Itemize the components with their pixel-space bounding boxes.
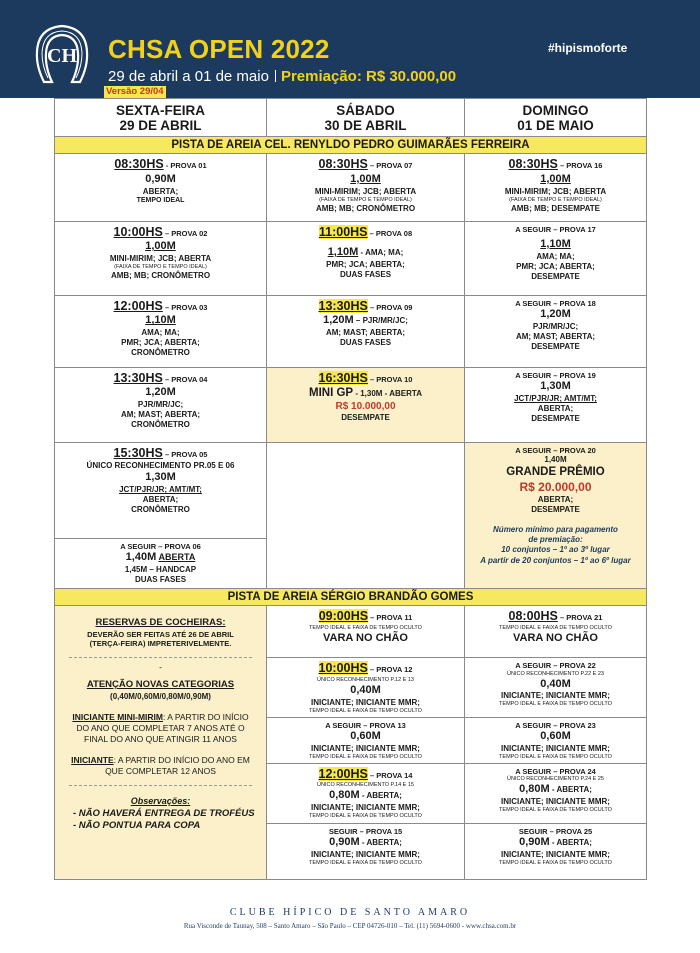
event-cell: A SEGUIR – PROVA 24 ÚNICO RECONHECIMENTO P.24 E 25 0,80M - ABERTA; INICIANTE; INICIANTE MMR; TEMPO IDEAL E FAIXA DE TEMPO OCULTO xyxy=(465,763,647,823)
table-row xyxy=(55,606,647,658)
logo-letters: CH xyxy=(47,45,77,67)
track-header-2: PISTA DE AREIA SÉRGIO BRANDÃO GOMES xyxy=(55,589,647,606)
schedule-table xyxy=(54,98,647,880)
table-row xyxy=(55,295,647,367)
event-cell: A SEGUIR – PROVA 17 1,10M AMA; MA; PMR; JCA; ABERTA; DESEMPATE xyxy=(465,221,647,295)
divider xyxy=(69,657,252,658)
table-row xyxy=(55,221,647,295)
event-cell: 15:30HS – PROVA 05 ÚNICO RECONHECIMENTO PR.05 E 06 1,30M JCT/PJR/JR; AMT/MT; ABERTA; CRONÔMETRO xyxy=(55,442,267,538)
day-header-saturday: SÁBADO 30 DE ABRIL xyxy=(267,99,465,137)
prize-total: Premiação: R$ 30.000,00 xyxy=(280,68,457,85)
event-cell: 10:00HS – PROVA 02 1,00M MINI-MIRIM; JCB; ABERTA (FAIXA DE TEMPO E TEMPO IDEAL) AMB; MB; CRONÔMETRO xyxy=(55,221,267,295)
divider xyxy=(69,785,252,786)
footer-club-name: CLUBE HÍPICO DE SANTO AMARO xyxy=(229,907,471,918)
observations-title: Observações: xyxy=(130,796,191,807)
event-cell-grande-premio: A SEGUIR – PROVA 20 1,40M GRANDE PRÊMIO R$ 20.000,00 ABERTA; DESEMPATE Número mínimo para pagamento de premiação: 10 conjuntos – 1º ao 3º lugar A partir de 20 conjuntos – 1º ao 6º lugar xyxy=(465,442,647,588)
categories-title: ATENÇÃO NOVAS CATEGORIAS xyxy=(86,679,235,691)
event-cell: SEGUIR – PROVA 25 0,90M - ABERTA; INICIANTE; INICIANTE MMR; TEMPO IDEAL E FAIXA DE TEMPO OCULTO xyxy=(465,823,647,879)
event-cell: 12:00HS – PROVA 14 ÚNICO RECONHECIMENTO P.14 E 15 0,80M - ABERTA; INICIANTE; INICIANTE MMR; TEMPO IDEAL E FAIXA DE TEMPO OCULTO xyxy=(267,763,465,823)
event-cell: 08:30HS – PROVA 16 1,00M MINI-MIRIM; JCB; ABERTA (FAIXA DE TEMPO E TEMPO IDEAL) AMB; MB; DESEMPATE xyxy=(465,154,647,221)
version-badge: Versão 29/04 xyxy=(106,86,164,97)
event-cell: A SEGUIR – PROVA 23 0,60M INICIANTE; INICIANTE MMR; TEMPO IDEAL E FAIXA DE TEMPO OCULTO xyxy=(465,717,647,763)
event-cell: A SEGUIR – PROVA 06 1,40M ABERTA 1,45M – HANDCAP DUAS FASES xyxy=(55,538,267,588)
event-cell: A SEGUIR – PROVA 19 1,30M JCT/PJR/JR; AMT/MT; ABERTA; DESEMPATE xyxy=(465,367,647,442)
event-cell: A SEGUIR – PROVA 13 0,60M INICIANTE; INICIANTE MMR; TEMPO IDEAL E FAIXA DE TEMPO OCULTO xyxy=(267,717,465,763)
event-dates: 29 de abril a 01 de maio xyxy=(108,68,269,85)
event-subtitle xyxy=(108,68,456,85)
reservations-title: RESERVAS DE COCHEIRAS: xyxy=(95,617,226,629)
event-cell-mini-gp: 16:30HS – PROVA 10 MINI GP - 1,30M - ABERTA R$ 10.000,00 DESEMPATE xyxy=(267,367,465,442)
event-cell: 09:00HS – PROVA 11 TEMPO IDEAL E FAIXA DE TEMPO OCULTO VARA NO CHÃO xyxy=(267,606,465,658)
event-cell: 08:30HS – PROVA 07 1,00M MINI-MIRIM; JCB; ABERTA (FAIXA DE TEMPO E TEMPO IDEAL) AMB; MB; CRONÔMETRO xyxy=(267,154,465,221)
header-banner xyxy=(0,0,700,98)
prize-rules-note: Número mínimo para pagamento de premiação: 10 conjuntos – 1º ao 3º lugar A partir de 20 conjuntos – 1º ao 6º lugar xyxy=(480,524,631,565)
table-row xyxy=(55,154,647,221)
info-panel: RESERVAS DE COCHEIRAS: DEVERÃO SER FEITAS ATÉ 26 DE ABRIL (TERÇA-FEIRA) IMPRETERIVELMENTE. - ATENÇÃO NOVAS CATEGORIAS (0,40M/0,60M/0,80M/0,90M) INICIANTE MINI-MIRIM: A PARTIR DO INÍCIO DO ANO QUE COMPLETAR 7 ANOS ATÉ O FINAL DO ANO QUE ATINGIR 11 ANOS INICIANTE: A PARTIR DO INÍCIO DO ANO EM QUE COMPLETAR 12 ANOS Observações: - NÃO HAVERÁ ENTREGA DE TROFÉUS - NÃO PONTUA PARA COPA xyxy=(55,606,267,880)
day-header-row xyxy=(55,99,647,137)
event-cell: 11:00HS – PROVA 08 1,10M - AMA; MA; PMR; JCA; ABERTA; DUAS FASES xyxy=(267,221,465,295)
horseshoe-logo-icon xyxy=(32,22,92,88)
event-cell: 13:30HS – PROVA 09 1,20M – PJR/MR/JC; AM; MAST; ABERTA; DUAS FASES xyxy=(267,295,465,367)
empty-cell xyxy=(267,442,465,588)
event-cell: 10:00HS – PROVA 12 ÚNICO RECONHECIMENTO P.12 E 13 0,40M INICIANTE; INICIANTE MMR; TEMPO IDEAL E FAIXA DE TEMPO OCULTO xyxy=(267,658,465,717)
event-cell: 12:00HS – PROVA 03 1,10M AMA; MA; PMR; JCA; ABERTA; CRONÔMETRO xyxy=(55,295,267,367)
day-header-sunday: DOMINGO 01 DE MAIO xyxy=(465,99,647,137)
event-cell: 08:00HS – PROVA 21 TEMPO IDEAL E FAIXA DE TEMPO OCULTO VARA NO CHÃO xyxy=(465,606,647,658)
subtitle-divider xyxy=(275,70,276,82)
day-header-friday: SEXTA-FEIRA 29 DE ABRIL xyxy=(55,99,267,137)
event-cell: 08:30HS - PROVA 01 0,90M ABERTA; TEMPO IDEAL xyxy=(55,154,267,221)
track-header-1: PISTA DE AREIA CEL. RENYLDO PEDRO GUIMARÃES FERREIRA xyxy=(55,137,647,154)
hashtag: #hipismoforte xyxy=(548,41,628,55)
footer-address: Rua Visconde de Taunay, 508 – Santo Amaro – São Paulo – CEP 04726-010 – Tel. (11) 5694-0600 - www.chsa.com.br xyxy=(183,922,517,930)
table-row xyxy=(55,442,647,538)
event-cell: A SEGUIR – PROVA 22 ÚNICO RECONHECIMENTO P.22 E 23 0,40M INICIANTE; INICIANTE MMR; TEMPO IDEAL E FAIXA DE TEMPO OCULTO xyxy=(465,658,647,717)
event-cell: SEGUIR – PROVA 15 0,90M - ABERTA; INICIANTE; INICIANTE MMR; TEMPO IDEAL E FAIXA DE TEMPO OCULTO xyxy=(267,823,465,879)
event-cell: 13:30HS – PROVA 04 1,20M PJR/MR/JC; AM; MAST; ABERTA; CRONÔMETRO xyxy=(55,367,267,442)
page-title: CHSA OPEN 2022 xyxy=(108,34,330,64)
event-cell: A SEGUIR – PROVA 18 1,20M PJR/MR/JC; AM; MAST; ABERTA; DESEMPATE xyxy=(465,295,647,367)
table-row xyxy=(55,367,647,442)
